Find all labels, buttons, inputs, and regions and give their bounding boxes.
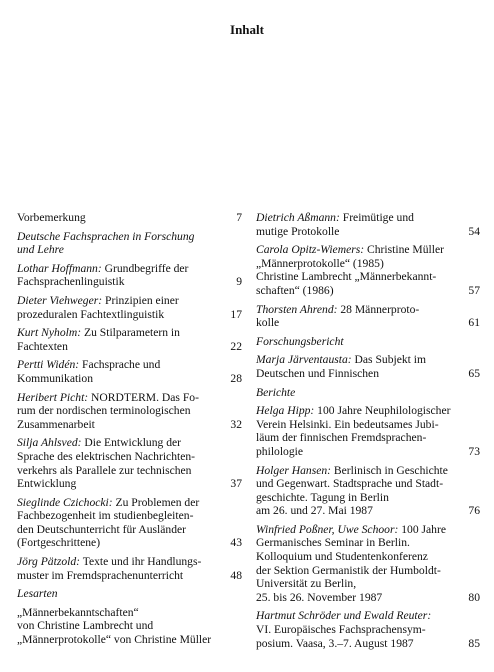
toc-entry-line: Verein Helsinki. Ein bedeutsames Jubi- (256, 417, 439, 431)
toc-entry-author: Hartmut Schröder und Ewald Reuter: (256, 609, 432, 623)
toc-entry-line: 25. bis 26. November 1987 (256, 590, 383, 604)
toc-entry-line: Germanisches Seminar in Berlin. (256, 536, 410, 550)
toc-entry-page-number: 54 (468, 224, 480, 238)
toc-entry-line: Winfried Poßner, Uwe Schoor: 100 Jahre (256, 522, 446, 536)
toc-entry-line: prozeduralen Fachtextlinguistik (17, 307, 165, 321)
toc-right-column (256, 211, 480, 655)
toc-entry[interactable] (17, 294, 242, 321)
toc-entry-author: Sieglinde Czichocki: (17, 495, 113, 509)
toc-entry[interactable] (17, 606, 242, 647)
toc-entry-page-number: 76 (468, 504, 480, 518)
toc-entry-line: Fachbezogenheit im studienbegleiten- (17, 509, 194, 523)
toc-entry-line (256, 609, 480, 623)
toc-entry-line: posium. Vaasa, 3.–7. August 1987 (256, 636, 414, 650)
toc-entry-line: und Gegenwart. Stadtsprache und Stadt- (256, 477, 444, 491)
toc-entry-line: Carola Opitz-Wiemers: Christine Müller (256, 243, 444, 257)
toc-entry-author: Heribert Picht: (17, 390, 89, 404)
toc-entry-page-number: 61 (468, 316, 480, 330)
toc-entry-page-number: 37 (230, 477, 242, 491)
toc-entry-line: Kommunikation (17, 371, 93, 385)
section-heading-line: Deutsche Fachsprachen in Forschung (17, 229, 195, 243)
toc-entry-line: läum der finnischen Fremdsprachen- (256, 431, 427, 445)
toc-entry-author: Lothar Hoffmann: (17, 261, 102, 275)
toc-entry[interactable] (256, 523, 480, 605)
toc-entry-page-number: 17 (230, 307, 242, 321)
toc-entry-page-number: 7 (236, 211, 242, 224)
toc-entry-line: Kolloquium und Studentenkonferenz (256, 550, 428, 564)
toc-entry-line: Fachsprachenlinguistik (17, 275, 125, 289)
toc-entry[interactable] (256, 404, 480, 458)
toc-entry-line: „Männerbekanntschaften“ (17, 605, 139, 619)
toc-entry-line: Christine Lambrecht „Männerbekannt- (256, 270, 437, 284)
toc-entry-line: Silja Ahlsved: Die Entwicklung der (17, 436, 182, 450)
toc-entry-line: Sieglinde Czichocki: Zu Problemen der (17, 495, 200, 509)
toc-entry[interactable] (17, 391, 242, 432)
section-heading (256, 386, 480, 400)
toc-entry-line: Heribert Picht: NORDTERM. Das Fo- (17, 390, 199, 404)
toc-entry-author: Jörg Pätzold: (17, 555, 81, 569)
toc-entry-line: von Christine Lambrecht und (17, 619, 154, 633)
toc-entry-line: VI. Europäisches Fachsprachensym- (256, 623, 426, 637)
toc-entry[interactable] (17, 358, 242, 385)
toc-entry-line: am 26. und 27. Mai 1987 (256, 504, 373, 518)
toc-entry-line: Pertti Widén: Fachsprache und (17, 358, 161, 372)
toc-entry-line: Kurt Nyholm: Zu Stilparametern in (17, 326, 180, 340)
toc-entry-line: Thorsten Ahrend: 28 Männerproto- (256, 302, 420, 316)
toc-entry-line: Dietrich Aßmann: Freimütige und (256, 211, 414, 224)
toc-entry-page-number: 85 (468, 636, 480, 650)
section-heading-line: Berichte (256, 385, 296, 399)
toc-entry[interactable] (17, 496, 242, 550)
toc-entry[interactable] (17, 436, 242, 490)
toc-entry[interactable] (256, 464, 480, 518)
toc-entry[interactable] (17, 211, 242, 225)
toc-entry-line: Entwicklung (17, 477, 77, 491)
toc-entry-page-number: 65 (468, 366, 480, 380)
toc-entry-author: Kurt Nyholm: (17, 326, 82, 340)
toc-entry-page-number: 32 (230, 417, 242, 431)
toc-entry[interactable] (17, 555, 242, 582)
section-heading-line: Lesarten (17, 587, 58, 601)
toc-entry-page-number: 48 (230, 568, 242, 582)
toc-entry-line: der Sektion Germanistik der Humboldt- (256, 563, 441, 577)
toc-entry-line: Fachtexten (17, 339, 68, 353)
toc-entry-author: Thorsten Ahrend: (256, 302, 338, 316)
toc-entry-line: (Fortgeschrittene) (17, 536, 101, 550)
toc-entry-page-number: 57 (468, 283, 480, 297)
toc-entry-author: Holger Hansen: (256, 463, 332, 477)
toc-entry[interactable] (256, 243, 480, 297)
toc-entry-line: Deutschen und Finnischen (256, 366, 380, 380)
toc-entry[interactable] (256, 609, 480, 650)
toc-entry-author: Marja Järventausta: (256, 353, 352, 367)
toc-entry-page-number: 43 (230, 536, 242, 550)
toc-entry[interactable] (17, 262, 242, 289)
toc-entry-line: geschichte. Tagung in Berlin (256, 490, 389, 504)
toc-entry[interactable] (256, 353, 480, 380)
toc-entry-line: Sprache des elektrischen Nachrichten- (17, 449, 196, 463)
toc-entry-line: Dieter Viehweger: Prinzipien einer (17, 293, 179, 307)
toc-entry-author: Carola Opitz-Wiemers: (256, 243, 365, 257)
toc-entry[interactable] (256, 303, 480, 330)
toc-entry-author: Dietrich Aßmann: (256, 211, 340, 224)
toc-entry-line: mutige Protokolle (256, 224, 340, 238)
toc-entry-line: Vorbemerkung (17, 211, 86, 224)
toc-entry-author: Pertti Widén: (17, 358, 80, 372)
toc-entry-line: rum der nordischen terminologischen (17, 404, 191, 418)
toc-entry-line: Universität zu Berlin, (256, 577, 357, 591)
toc-entry-line: schaften“ (1986) (256, 283, 334, 297)
toc-entry-line: Jörg Pätzold: Texte und ihr Handlungs- (17, 555, 202, 569)
section-heading (256, 335, 480, 349)
toc-entry-line: muster im Fremdsprachenunterricht (17, 568, 184, 582)
section-heading (17, 587, 242, 601)
page-title: Inhalt (230, 22, 264, 37)
toc-entry-line: Helga Hipp: 100 Jahre Neuphilologischer (256, 404, 451, 418)
toc-entry-line: verkehrs als Parallele zur technischen (17, 463, 192, 477)
toc-entry-line: „Männerprotokolle“ von Christine Müller (17, 633, 212, 647)
section-heading-line: Forschungsbericht (256, 334, 344, 348)
toc-entry-page-number: 80 (468, 590, 480, 604)
toc-entry-line: den Deutschunterricht für Ausländer (17, 522, 187, 536)
toc-entry-line: Lothar Hoffmann: Grundbegriffe der (17, 261, 189, 275)
toc-entry-page-number: 9 (236, 275, 242, 289)
toc-entry-line: Marja Järventausta: Das Subjekt im (256, 353, 427, 367)
toc-entry-author: Winfried Poßner, Uwe Schoor: (256, 522, 399, 536)
toc-left-column (17, 211, 242, 652)
toc-entry-author: Silja Ahlsved: (17, 436, 82, 450)
toc-entry-line: Zusammenarbeit (17, 417, 95, 431)
toc-entry[interactable] (17, 326, 242, 353)
toc-entry-line: „Männerprotokolle“ (1985) (256, 256, 384, 270)
toc-entry-page-number: 28 (230, 371, 242, 385)
section-heading (17, 230, 242, 257)
toc-entry-page-number: 22 (230, 339, 242, 353)
toc-entry-author: Dieter Viehweger: (17, 293, 103, 307)
toc-entry[interactable] (256, 211, 480, 238)
toc-entry-line: Holger Hansen: Berlinisch in Geschichte (256, 463, 448, 477)
section-heading-line: und Lehre (17, 243, 64, 257)
toc-entry-page-number: 73 (468, 444, 480, 458)
toc-entry-line: philologie (256, 444, 304, 458)
toc-entry-line: kolle (256, 316, 280, 330)
toc-entry-author: Helga Hipp: (256, 404, 315, 418)
